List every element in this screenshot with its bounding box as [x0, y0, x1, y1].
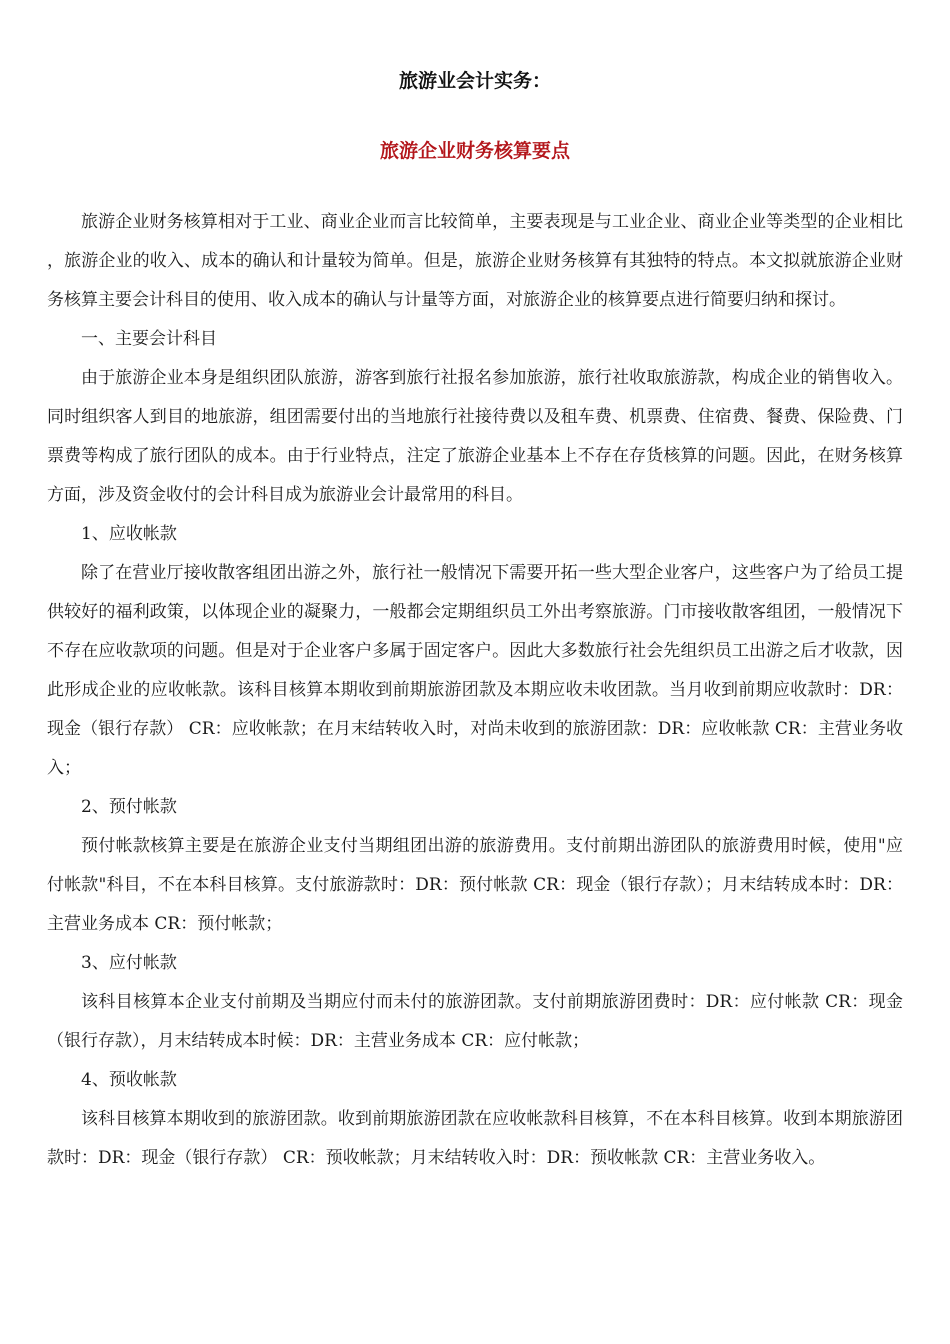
subheading-accounts-receivable: 1、应收帐款 [81, 524, 177, 544]
document-subtitle: 旅游企业财务核算要点 [379, 140, 570, 162]
subheading-advance-receipts: 4、预收帐款 [81, 1070, 177, 1090]
accounts-payable-paragraph: 该科目核算本企业支付前期及当期应付而未付的旅游团款。支付前期旅游团费时：DR：应付帐款 CR：现金（银行存款），月末结转成本时候：DR：主营业务成本 CR：应付帐款； [47, 992, 903, 1051]
main-accounts-paragraph: 由于旅游企业本身是组织团队旅游，游客到旅行社报名参加旅游，旅行社收取旅游款，构成企业的销售收入。同时组织客人到目的地旅游，组团需要付出的当地旅行社接待费以及租车费、机票费、住宿费、餐费、保险费、门票费等构成了旅行团队的成本。由于行业特点，注定了旅游企业基本上不存在存货核算的问题。因此，在财务核算方面，涉及资金收付的会计科目成为旅游业会计最常用的科目。 [47, 368, 903, 505]
subheading-prepayments: 2、预付帐款 [81, 797, 177, 817]
subheading-accounts-payable: 3、应付帐款 [81, 953, 177, 973]
document-title: 旅游业会计实务： [398, 70, 551, 92]
document-body [47, 203, 903, 1178]
intro-paragraph: 旅游企业财务核算相对于工业、商业企业而言比较简单，主要表现是与工业企业、商业企业等类型的企业相比，旅游企业的收入、成本的确认和计量较为简单。但是，旅游企业财务核算有其独特的特点。本文拟就旅游企业财务核算主要会计科目的使用、收入成本的确认与计量等方面，对旅游企业的核算要点进行简要归纳和探讨。 [47, 212, 903, 310]
accounts-receivable-paragraph: 除了在营业厅接收散客组团出游之外，旅行社一般情况下需要开拓一些大型企业客户，这些客户为了给员工提供较好的福利政策，以体现企业的凝聚力，一般都会定期组织员工外出考察旅游。门市接收散客组团，一般情况下不存在应收款项的问题。但是对于企业客户多属于固定客户。因此大多数旅行社会先组织员工出游之后才收款，因此形成企业的应收帐款。该科目核算本期收到前期旅游团款及本期应收未收团款。当月收到前期应收款时：DR：现金（银行存款） CR：应收帐款；在月末结转收入时，对尚未收到的旅游团款：DR：应收帐款 CR：主营业务收入； [47, 563, 903, 778]
section-heading-main-accounts: 一、主要会计科目 [81, 329, 217, 349]
prepayments-paragraph: 预付帐款核算主要是在旅游企业支付当期组团出游的旅游费用。支付前期出游团队的旅游费用时候，使用"应付帐款"科目，不在本科目核算。支付旅游款时：DR：预付帐款 CR：现金（银行存款）；月末结转成本时：DR：主营业务成本 CR：预付帐款； [47, 836, 903, 934]
advance-receipts-paragraph: 该科目核算本期收到的旅游团款。收到前期旅游团款在应收帐款科目核算，不在本科目核算。收到本期旅游团款时：DR：现金（银行存款） CR：预收帐款；月末结转收入时：DR：预收帐款 CR：主营业务收入。 [47, 1109, 903, 1168]
